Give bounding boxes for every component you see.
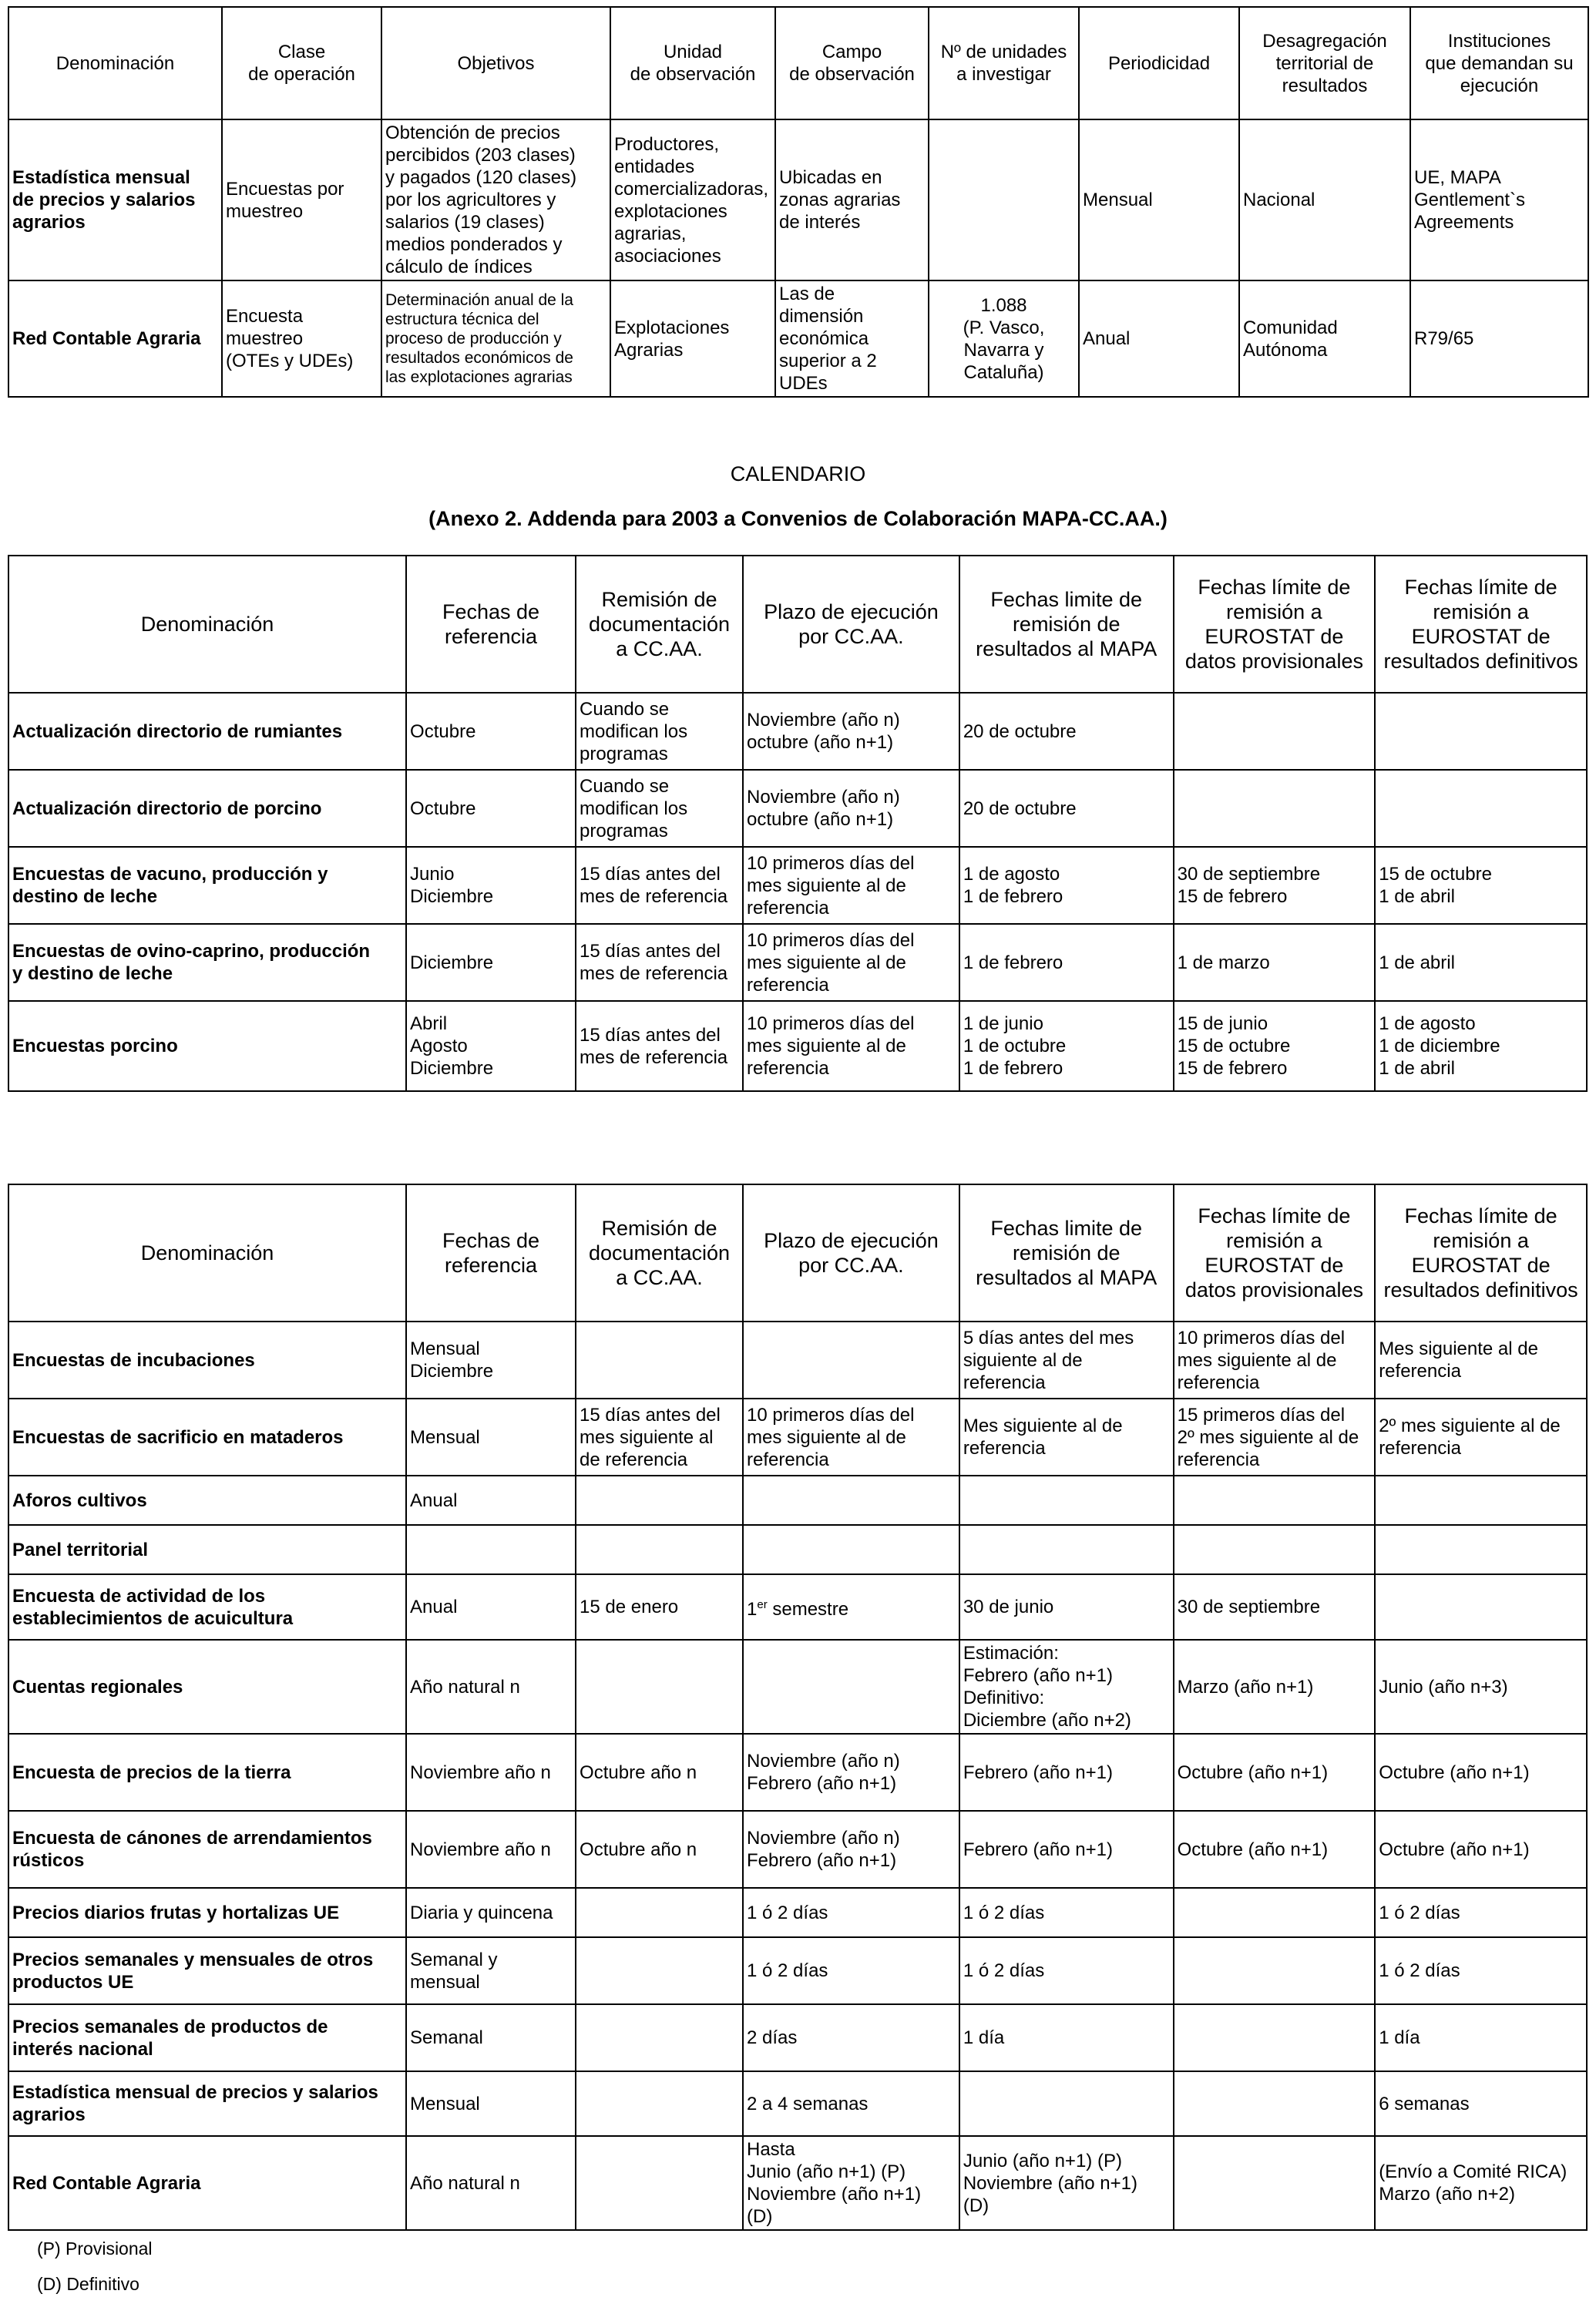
table-cell: Junio Diciembre [406,847,576,924]
table-cell: 15 de junio 15 de octubre 15 de febrero [1174,1001,1376,1091]
table-cell: Encuestas por muestreo [222,119,381,280]
table-cell [1375,693,1587,770]
header-cell: Fechas límite de remisión a EUROSTAT de resultados definitivos [1375,556,1587,693]
row-label: Encuestas de ovino-caprino, producción y destino de leche [8,924,406,1001]
table-cell: Octubre (año n+1) [1174,1734,1376,1811]
table-cell: Diciembre [406,924,576,1001]
table-cell [1375,1476,1587,1525]
table-cell: Nacional [1239,119,1410,280]
table-cell: Semanal y mensual [406,1937,576,2004]
table-cell: Cuando se modifican los programas [576,693,743,770]
table-row [8,1476,1587,1525]
table-cell [406,1525,576,1574]
header-cell: Clase de operación [222,7,381,119]
table-cell: Junio (año n+1) (P) Noviembre (año n+1) (D) [959,2136,1174,2230]
table-cell: Las de dimensión económica superior a 2 UDEs [775,280,929,397]
table-cell: Mensual [1079,119,1239,280]
table-cell: Octubre [406,693,576,770]
table-header-row [8,556,1587,693]
table-cell: 30 de septiembre 15 de febrero [1174,847,1376,924]
row-label: Encuestas porcino [8,1001,406,1091]
header-cell: Nº de unidades a investigar [929,7,1079,119]
table-cell: 15 días antes del mes de referencia [576,924,743,1001]
table-cell: 1 ó 2 días [743,1937,959,2004]
table-cell: Mes siguiente al de referencia [1375,1322,1587,1399]
header-cell: Instituciones que demandan su ejecución [1410,7,1588,119]
calendar-subtitle: (Anexo 2. Addenda para 2003 a Convenios de Colaboración MAPA-CC.AA.) [428,507,1168,530]
table-row [8,924,1587,1001]
table-row [8,1888,1587,1937]
row-label: Aforos cultivos [8,1476,406,1525]
table-cell: Hasta Junio (año n+1) (P) Noviembre (año n+1) (D) [743,2136,959,2230]
table-cell [1174,770,1376,847]
table-row [8,119,1588,280]
table-cell [1174,2071,1376,2136]
row-label: Encuesta de actividad de los establecimientos de acuicultura [8,1574,406,1640]
table-cell [743,1640,959,1734]
table-cell: Febrero (año n+1) [959,1734,1174,1811]
header-cell: Fechas limite de remisión de resultados al MAPA [959,1184,1174,1322]
table-cell: Febrero (año n+1) [959,1811,1174,1888]
table-cell [929,119,1079,280]
header-cell: Remisión de documentación a CC.AA. [576,556,743,693]
table-cell [743,1476,959,1525]
statistics-table [8,6,1589,398]
table-cell [1174,1476,1376,1525]
table-cell: Diaria y quincena [406,1888,576,1937]
table-cell: 10 primeros días del mes siguiente al de referencia [743,1399,959,1476]
table-cell: Obtención de precios percibidos (203 clases) y pagados (120 clases) por los agricultores y salarios (19 clases) medios ponderados y cálculo de índices [381,119,610,280]
header-cell: Remisión de documentación a CC.AA. [576,1184,743,1322]
table-cell: Noviembre (año n) octubre (año n+1) [743,693,959,770]
table-cell: 1 de febrero [959,924,1174,1001]
table-cell: Explotaciones Agrarias [610,280,775,397]
table-cell: 15 de octubre 1 de abril [1375,847,1587,924]
table-cell: Noviembre (año n) Febrero (año n+1) [743,1811,959,1888]
table-row [8,693,1587,770]
table-cell: Noviembre año n [406,1811,576,1888]
table-cell: R79/65 [1410,280,1588,397]
header-cell: Fechas de referencia [406,1184,576,1322]
first-semester-number: 1 [747,1599,758,1620]
table-cell [743,1322,959,1399]
table-cell: 15 días antes del mes de referencia [576,1001,743,1091]
table-row [8,1525,1587,1574]
table-cell [1174,2004,1376,2071]
first-semester-suffix: er [757,1598,768,1611]
table-cell [576,2004,743,2071]
table-cell: 1 de marzo [1174,924,1376,1001]
row-label: Estadística mensual de precios y salarios agrarios [8,119,222,280]
table-cell: 1 ó 2 días [959,1888,1174,1937]
row-label: Encuesta de cánones de arrendamientos rústicos [8,1811,406,1888]
table-cell: UE, MAPA Gentlement`s Agreements [1410,119,1588,280]
table-cell [1375,770,1587,847]
table-cell [1174,1937,1376,2004]
table-row [8,1937,1587,2004]
table-row [8,770,1587,847]
row-label: Encuestas de vacuno, producción y destino de leche [8,847,406,924]
table-row [8,1574,1587,1640]
table-cell: 1 de abril [1375,924,1587,1001]
table-cell [576,1525,743,1574]
table-cell: 2 días [743,2004,959,2071]
table-cell: Noviembre año n [406,1734,576,1811]
header-cell: Denominación [8,556,406,693]
table-row [8,1001,1587,1091]
note-definitivo: (D) Definitivo [37,2274,139,2294]
table-cell: Octubre año n [576,1811,743,1888]
row-label: Precios semanales de productos de interés nacional [8,2004,406,2071]
table-cell: 1 día [959,2004,1174,2071]
table-cell: 1.088 (P. Vasco, Navarra y Cataluña) [929,280,1079,397]
table-cell: 20 de octubre [959,693,1174,770]
table-cell [576,2136,743,2230]
table-cell: Año natural n [406,1640,576,1734]
table-cell [959,1525,1174,1574]
table-cell: Junio (año n+3) [1375,1640,1587,1734]
table-cell: 1 de junio 1 de octubre 1 de febrero [959,1001,1174,1091]
header-cell: Fechas límite de remisión a EUROSTAT de datos provisionales [1174,556,1376,693]
header-cell: Denominación [8,7,222,119]
header-cell: Objetivos [381,7,610,119]
table-cell [576,1937,743,2004]
table-cell: 1 ó 2 días [1375,1888,1587,1937]
header-cell: Fechas límite de remisión a EUROSTAT de datos provisionales [1174,1184,1376,1322]
table-cell: 15 de enero [576,1574,743,1640]
row-label: Actualización directorio de rumiantes [8,693,406,770]
table-cell [576,1476,743,1525]
calendar-table-1 [8,555,1588,1092]
header-cell: Unidad de observación [610,7,775,119]
header-cell: Plazo de ejecución por CC.AA. [743,1184,959,1322]
table-cell: 1 de agosto 1 de diciembre 1 de abril [1375,1001,1587,1091]
row-label: Encuestas de incubaciones [8,1322,406,1399]
table-row [8,847,1587,924]
table-cell: Noviembre (año n) octubre (año n+1) [743,770,959,847]
table-row [8,2136,1587,2230]
table-cell: 5 días antes del mes siguiente al de referencia [959,1322,1174,1399]
table-cell: 1 ó 2 días [959,1937,1174,2004]
table-row [8,1640,1587,1734]
table-row [8,1734,1587,1811]
table-header-row [8,7,1588,119]
calendar-table-2 [8,1184,1588,2231]
header-cell: Periodicidad [1079,7,1239,119]
table-cell: Semanal [406,2004,576,2071]
table-cell: 15 primeros días del 2º mes siguiente al de referencia [1174,1399,1376,1476]
table-cell: 2 a 4 semanas [743,2071,959,2136]
table-cell: Noviembre (año n) Febrero (año n+1) [743,1734,959,1811]
table-cell: Anual [1079,280,1239,397]
table-cell [1375,1525,1587,1574]
header-cell: Denominación [8,1184,406,1322]
header-cell: Desagregación territorial de resultados [1239,7,1410,119]
table-cell: 6 semanas [1375,2071,1587,2136]
calendar-title: CALENDARIO [730,462,866,485]
table-cell: Octubre (año n+1) [1174,1811,1376,1888]
row-label: Red Contable Agraria [8,280,222,397]
table-row [8,1811,1587,1888]
header-cell: Plazo de ejecución por CC.AA. [743,556,959,693]
table-cell: Encuesta muestreo (OTEs y UDEs) [222,280,381,397]
first-semester-label: semestre [767,1599,849,1620]
row-label: Cuentas regionales [8,1640,406,1734]
row-label: Actualización directorio de porcino [8,770,406,847]
table-cell [576,1888,743,1937]
table-row [8,1399,1587,1476]
table-cell: Ubicadas en zonas agrarias de interés [775,119,929,280]
row-label: Encuestas de sacrificio en mataderos [8,1399,406,1476]
table-cell: Octubre (año n+1) [1375,1734,1587,1811]
table-cell: Año natural n [406,2136,576,2230]
table-cell: Octubre (año n+1) [1375,1811,1587,1888]
table-cell [576,1640,743,1734]
table-cell: Abril Agosto Diciembre [406,1001,576,1091]
table-cell: Determinación anual de la estructura técnica del proceso de producción y resultados económicos de las explotaciones agrarias [381,280,610,397]
table-cell: 1 ó 2 días [1375,1937,1587,2004]
table-cell: Productores, entidades comercializadoras, explotaciones agrarias, asociaciones [610,119,775,280]
row-label: Panel territorial [8,1525,406,1574]
table-cell [1174,1888,1376,1937]
table-cell: 30 de junio [959,1574,1174,1640]
table-cell: Mes siguiente al de referencia [959,1399,1174,1476]
table-header-row [8,1184,1587,1322]
table-row [8,2004,1587,2071]
table-cell: 10 primeros días del mes siguiente al de referencia [743,924,959,1001]
header-cell: Fechas límite de remisión a EUROSTAT de resultados definitivos [1375,1184,1587,1322]
table-cell: Octubre año n [576,1734,743,1811]
table-cell: Estimación: Febrero (año n+1) Definitivo: Diciembre (año n+2) [959,1640,1174,1734]
table-cell [1174,693,1376,770]
table-cell [576,2071,743,2136]
table-cell: 1 ó 2 días [743,1888,959,1937]
table-cell: Marzo (año n+1) [1174,1640,1376,1734]
table-cell [959,2071,1174,2136]
table-cell [1375,1574,1587,1640]
table-cell: 30 de septiembre [1174,1574,1376,1640]
table-cell: 10 primeros días del mes siguiente al de referencia [743,1001,959,1091]
table-row [8,1322,1587,1399]
table-cell: 10 primeros días del mes siguiente al de referencia [743,847,959,924]
table-row [8,2071,1587,2136]
row-label: Encuesta de precios de la tierra [8,1734,406,1811]
table-cell: (Envío a Comité RICA) Marzo (año n+2) [1375,2136,1587,2230]
table-cell: 20 de octubre [959,770,1174,847]
table-cell: Mensual [406,2071,576,2136]
table-cell: Mensual [406,1399,576,1476]
table-cell [1174,2136,1376,2230]
table-cell [743,1574,959,1640]
table-cell [743,1525,959,1574]
table-cell: 1 día [1375,2004,1587,2071]
header-cell: Fechas de referencia [406,556,576,693]
table-cell: 15 días antes del mes siguiente al de referencia [576,1399,743,1476]
header-cell: Campo de observación [775,7,929,119]
table-cell: 10 primeros días del mes siguiente al de referencia [1174,1322,1376,1399]
row-label: Precios semanales y mensuales de otros productos UE [8,1937,406,2004]
row-label: Precios diarios frutas y hortalizas UE [8,1888,406,1937]
table-cell [576,1322,743,1399]
row-label: Estadística mensual de precios y salarios agrarios [8,2071,406,2136]
table-cell: Anual [406,1574,576,1640]
table-row [8,280,1588,397]
table-cell [1174,1525,1376,1574]
table-cell: Comunidad Autónoma [1239,280,1410,397]
table-cell: Octubre [406,770,576,847]
header-cell: Fechas limite de remisión de resultados al MAPA [959,556,1174,693]
row-label: Red Contable Agraria [8,2136,406,2230]
table-cell: Mensual Diciembre [406,1322,576,1399]
table-cell: 1 de agosto 1 de febrero [959,847,1174,924]
note-provisional: (P) Provisional [37,2239,153,2259]
table-cell: Anual [406,1476,576,1525]
table-cell: 2º mes siguiente al de referencia [1375,1399,1587,1476]
table-cell: Cuando se modifican los programas [576,770,743,847]
table-cell [959,1476,1174,1525]
table-cell: 15 días antes del mes de referencia [576,847,743,924]
